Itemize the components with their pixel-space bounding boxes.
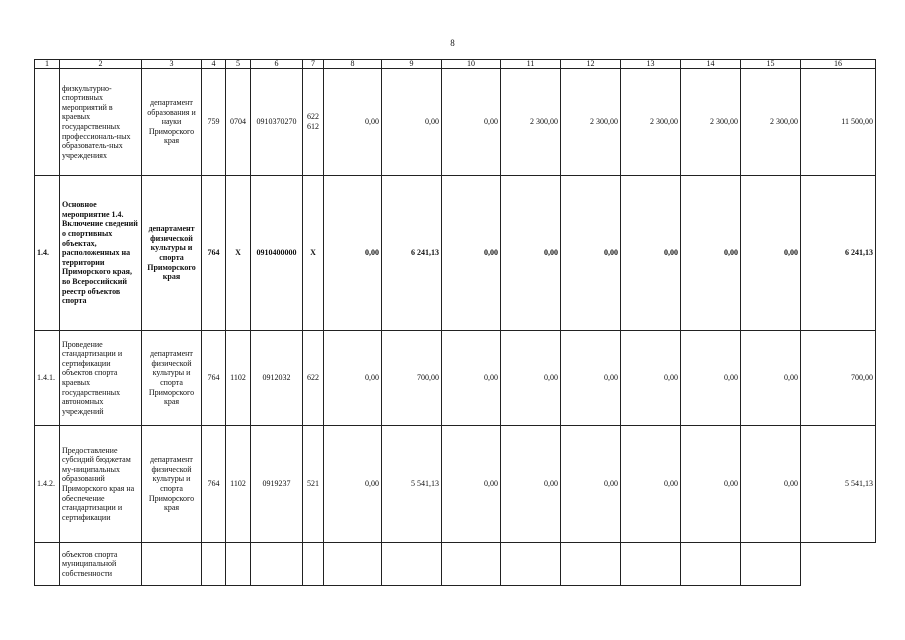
row-value: 0,00: [561, 331, 621, 426]
empty-cell: [442, 543, 501, 586]
column-number: 4: [202, 60, 226, 69]
empty-cell: [202, 543, 226, 586]
row-value: 0,00: [324, 69, 382, 176]
row-code-5: 0704: [226, 69, 251, 176]
row-index: [35, 69, 60, 176]
column-number: 1: [35, 60, 60, 69]
row-code-5: 1102: [226, 331, 251, 426]
column-number: 3: [142, 60, 202, 69]
row-department: департамент образования и науки Приморского края: [142, 69, 202, 176]
row-value: 700,00: [382, 331, 442, 426]
row-total: 700,00: [801, 331, 876, 426]
row-value: 0,00: [741, 331, 801, 426]
row-value: 0,00: [324, 331, 382, 426]
row-department: департамент физической культуры и спорта Приморского края: [142, 331, 202, 426]
column-number: 10: [442, 60, 501, 69]
row-code-7: X: [303, 176, 324, 331]
column-number: 11: [501, 60, 561, 69]
empty-cell: [382, 543, 442, 586]
column-number: 16: [801, 60, 876, 69]
row-value: 0,00: [501, 176, 561, 331]
row-value: 2 300,00: [681, 69, 741, 176]
column-number: 13: [621, 60, 681, 69]
row-value: 5 541,13: [382, 426, 442, 543]
empty-cell: [621, 543, 681, 586]
row-value: 0,00: [324, 426, 382, 543]
empty-cell: [303, 543, 324, 586]
row-code-6: 0912032: [251, 331, 303, 426]
empty-cell: [251, 543, 303, 586]
row-index: 1.4.1.: [35, 331, 60, 426]
empty-cell: [561, 543, 621, 586]
row-index: 1.4.2.: [35, 426, 60, 543]
row-code-6: 0910370270: [251, 69, 303, 176]
row-name: Проведение стандартизации и сертификации объектов спорта краевых государственных автономных учреждений: [60, 331, 142, 426]
table-row: [35, 426, 876, 543]
row-name: объектов спорта муниципальной собственности: [60, 543, 142, 586]
empty-cell: [741, 543, 801, 586]
row-value: 0,00: [324, 176, 382, 331]
column-number: 6: [251, 60, 303, 69]
row-value: 6 241,13: [382, 176, 442, 331]
row-code-6: 0910400000: [251, 176, 303, 331]
row-code-4: 764: [202, 426, 226, 543]
column-number: 9: [382, 60, 442, 69]
empty-cell: [501, 543, 561, 586]
column-number: 5: [226, 60, 251, 69]
row-value: 0,00: [442, 69, 501, 176]
column-number: 12: [561, 60, 621, 69]
row-total: 11 500,00: [801, 69, 876, 176]
row-value: 0,00: [681, 176, 741, 331]
row-name: Основное мероприятие 1.4. Включение сведений о спортивных объектах, расположенных на территории Приморского края, во Всероссийский реестр объектов спорта: [60, 176, 142, 331]
row-code-4: 764: [202, 176, 226, 331]
column-number: 15: [741, 60, 801, 69]
table-row: [35, 176, 876, 331]
column-number: 7: [303, 60, 324, 69]
page-number: 8: [450, 38, 455, 48]
column-number: 8: [324, 60, 382, 69]
empty-cell: [324, 543, 382, 586]
row-value: 2 300,00: [561, 69, 621, 176]
column-number: 14: [681, 60, 741, 69]
row-name: физкультурно-спортивных мероприятий в краевых государственных профессиональ-ных образователь-ных учреждениях: [60, 69, 142, 176]
row-value: 0,00: [561, 176, 621, 331]
row-value: 2 300,00: [741, 69, 801, 176]
row-index: [35, 543, 60, 586]
column-number: 2: [60, 60, 142, 69]
table-row: [35, 331, 876, 426]
empty-cell: [801, 543, 876, 586]
row-value: 0,00: [561, 426, 621, 543]
row-code-7: 622 612: [303, 69, 324, 176]
row-department: департамент физической культуры и спорта Приморского края: [142, 426, 202, 543]
row-value: 0,00: [621, 176, 681, 331]
row-code-6: 0919237: [251, 426, 303, 543]
row-value: 0,00: [621, 426, 681, 543]
row-code-4: 759: [202, 69, 226, 176]
row-value: 0,00: [442, 176, 501, 331]
column-number-row: [35, 60, 876, 69]
budget-table: [34, 59, 876, 586]
row-value: 0,00: [442, 426, 501, 543]
row-total: 5 541,13: [801, 426, 876, 543]
row-code-5: X: [226, 176, 251, 331]
row-value: 0,00: [382, 69, 442, 176]
row-index: 1.4.: [35, 176, 60, 331]
row-total: 6 241,13: [801, 176, 876, 331]
row-code-7: 521: [303, 426, 324, 543]
row-value: 0,00: [442, 331, 501, 426]
row-value: 0,00: [681, 426, 741, 543]
row-value: 0,00: [501, 331, 561, 426]
row-name: Предоставление субсидий бюджетам му-ниципальных образований Приморского края на обеспечение стандартизации и сертификации: [60, 426, 142, 543]
table-row: [35, 543, 876, 586]
row-value: 0,00: [681, 331, 741, 426]
row-value: 2 300,00: [501, 69, 561, 176]
row-value: 0,00: [741, 426, 801, 543]
row-code-5: 1102: [226, 426, 251, 543]
empty-cell: [142, 543, 202, 586]
row-value: 2 300,00: [621, 69, 681, 176]
table-row: [35, 69, 876, 176]
row-code-7: 622: [303, 331, 324, 426]
row-department: департамент физической культуры и спорта Приморского края: [142, 176, 202, 331]
row-value: 0,00: [621, 331, 681, 426]
empty-cell: [226, 543, 251, 586]
row-code-4: 764: [202, 331, 226, 426]
empty-cell: [681, 543, 741, 586]
row-value: 0,00: [741, 176, 801, 331]
row-value: 0,00: [501, 426, 561, 543]
